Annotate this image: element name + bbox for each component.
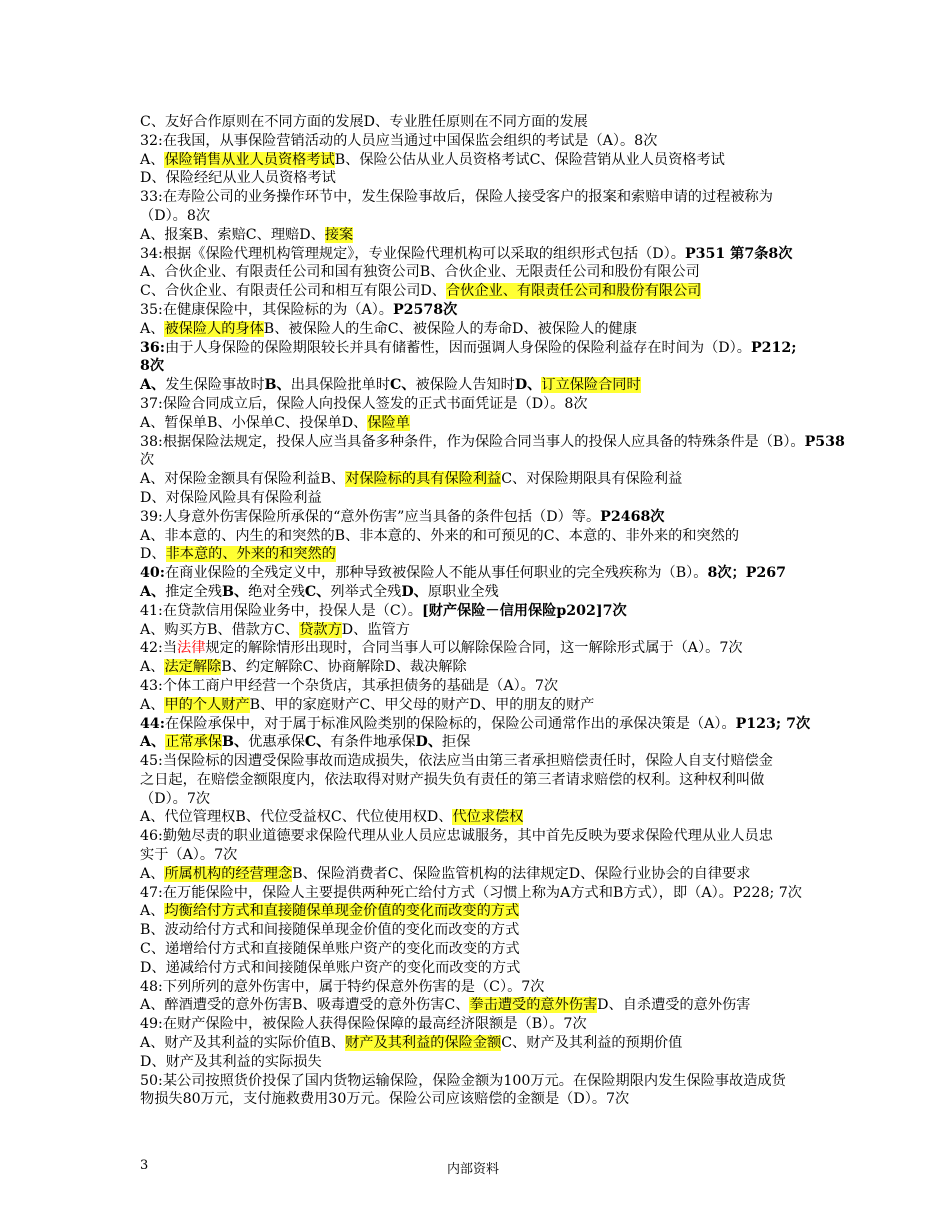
text-segment: 原职业全残 (427, 583, 499, 600)
text-line (140, 301, 880, 320)
text-segment: B、保险公估从业人员资格考试C、保险营销从业人员资格考试 (334, 151, 725, 168)
text-segment: P2578次 (392, 301, 458, 318)
text-segment: 实于（A）。7次 (140, 847, 238, 864)
text-segment: 次 (140, 452, 155, 469)
text-segment: B、被保险人的生命C、被保险人的寿命D、被保险人的健康 (263, 320, 637, 337)
text-line (140, 677, 880, 696)
text-segment: A、 (140, 903, 165, 920)
text-line (140, 207, 880, 226)
text-segment: C、 (304, 734, 331, 751)
text-segment: D、保险经纪从业人员资格考试 (140, 170, 336, 187)
text-segment: （D）。7次 (140, 790, 211, 807)
text-segment: P538 (804, 433, 845, 450)
text-segment: B、 (221, 583, 249, 600)
highlighted-answer: 拳击遭受的意外伤害 (469, 997, 598, 1014)
text-segment: A、 (140, 151, 165, 168)
text-line (140, 752, 880, 771)
text-line (140, 790, 880, 809)
text-segment: 绝对全残 (248, 583, 305, 600)
highlighted-answer: 法定解除 (164, 659, 222, 676)
highlighted-answer: 财产及其利益的保险金额 (345, 1035, 502, 1052)
text-segment: A、 (140, 659, 165, 676)
text-segment: P351 第7条8次 (684, 245, 793, 262)
text-segment: P212; (750, 339, 797, 356)
text-line (140, 1053, 880, 1072)
text-segment: P123; 7次 (735, 715, 811, 732)
text-segment: B、约定解除C、协商解除D、裁决解除 (221, 659, 467, 676)
text-segment: 45:当保险标的因遭受保险事故而造成损失，依法应当由第三者承担赔偿责任时，保险人自支付赔偿金 (140, 753, 773, 770)
text-line (140, 433, 880, 452)
highlighted-answer: 所属机构的经营理念 (164, 865, 293, 882)
text-line (140, 226, 880, 245)
text-segment: A、 (140, 320, 165, 337)
text-line (140, 132, 880, 151)
text-segment: 规定的解除情形出现时，合同当事人可以解除保险合同，这一解除形式属于（A）。7次 (205, 640, 743, 657)
text-segment: A、 (140, 377, 166, 394)
text-line (140, 564, 880, 583)
text-segment: 49:在财产保险中，被保险人获得保险保障的最高经济限额是（B）。7次 (140, 1016, 587, 1033)
text-line (140, 1072, 880, 1091)
text-segment: C、 (304, 583, 331, 600)
text-segment: 在商业保险的全残定义中，那种导致被保险人不能从事任何职业的完全残疾称为（B）。 (164, 565, 708, 582)
highlighted-answer: 保险销售从业人员资格考试 (164, 151, 335, 168)
page-number: 3 (140, 1158, 149, 1173)
text-line (140, 339, 880, 358)
text-segment: D、监管方 (341, 621, 410, 638)
highlighted-answer: 订立保险合同时 (541, 377, 641, 394)
text-line (140, 470, 880, 489)
text-line (140, 771, 880, 790)
text-segment: D、 (415, 734, 443, 751)
footer-label: 内部资料 (447, 1162, 500, 1177)
document-body (140, 113, 880, 1109)
text-segment: 优惠承保 (248, 734, 305, 751)
text-segment: D、对保险风险具有保险利益 (140, 489, 322, 506)
text-segment: 33:在寿险公司的业务操作环节中，发生保险事故后，保险人接受客户的报案和索赔申请的过程被称为 (140, 189, 773, 206)
text-segment: 法律 (177, 640, 206, 657)
text-line (140, 602, 880, 621)
text-segment: C、财产及其利益的预期价值 (501, 1035, 683, 1052)
text-line (140, 1090, 880, 1109)
text-segment: 在保险承保中，对于属于标准风险类别的保险标的，保险公司通常作出的承保决策是（A）。 (164, 715, 736, 732)
text-segment: D、 (514, 377, 542, 394)
text-segment: （D）。8次 (140, 207, 211, 224)
text-segment: B、保险消费者C、保险监管机构的法律规定D、保险行业协会的自律要求 (292, 865, 751, 882)
text-line (140, 846, 880, 865)
text-segment: 44: (140, 715, 165, 732)
text-segment: 推定全残 (165, 583, 222, 600)
text-segment: A、 (140, 734, 166, 751)
text-line (140, 489, 880, 508)
highlighted-answer: 接案 (324, 226, 354, 243)
highlighted-answer: 合伙企业、有限责任公司和股份有限公司 (445, 283, 702, 300)
highlighted-answer: 正常承保 (165, 734, 222, 751)
text-segment: 36: (140, 339, 165, 356)
text-segment: P2468次 (600, 508, 665, 525)
text-segment: A、醉酒遭受的意外伤害B、吸毒遭受的意外伤害C、 (140, 997, 470, 1014)
highlighted-answer: 贷款方 (299, 621, 342, 638)
text-segment: 50:某公司按照货价投保了国内货物运输保险，保险金额为100万元。在保险期限内发生保险事故造成货 (140, 1072, 786, 1089)
text-line (140, 451, 880, 470)
text-segment: 有条件地承保 (330, 734, 416, 751)
text-segment: 48:下列所列的意外伤害中，属于特约保意外伤害的是（C）。7次 (140, 978, 545, 995)
text-segment: 34:根据《保险代理机构管理规定》，专业保险代理机构可以采取的组织形式包括（D）。 (140, 245, 685, 262)
highlighted-answer: 代位求偿权 (452, 809, 524, 826)
text-line (140, 696, 880, 715)
text-segment: 拒保 (442, 734, 471, 751)
text-segment: D、 (401, 583, 428, 600)
text-segment: 物损失80万元，支付施救费用30万元。保险公司应该赔偿的金额是（D）。7次 (140, 1091, 630, 1108)
text-segment: 38:根据保险法规定，投保人应当具备多种条件，作为保险合同当事人的投保人应具备的特殊条件是（B）。 (140, 433, 805, 450)
text-line (140, 827, 880, 846)
text-segment: A、代位管理权B、代位受益权C、代位使用权D、 (140, 809, 453, 826)
text-line (140, 169, 880, 188)
highlighted-answer: 对保险标的具有保险利益 (345, 471, 502, 488)
text-segment: A、 (140, 696, 165, 713)
text-line (140, 959, 880, 978)
text-line (140, 376, 880, 395)
text-segment: 35:在健康保险中，其保险标的为（A）。 (140, 301, 393, 318)
text-line (140, 188, 880, 207)
text-line (140, 113, 880, 132)
text-line (140, 282, 880, 301)
text-line (140, 921, 880, 940)
text-segment: C、友好合作原则在不同方面的发展D、专业胜任原则在不同方面的发展 (140, 114, 588, 130)
text-line (140, 639, 880, 658)
text-line (140, 395, 880, 414)
text-line (140, 508, 880, 527)
text-segment: 之日起，在赔偿金额限度内，依法取得对财产损失负有责任的第三者请求赔偿的权利。这种权利叫做 (140, 771, 765, 788)
text-segment: C、 (390, 377, 416, 394)
text-segment: B、甲的家庭财产C、甲父母的财产D、甲的朋友的财产 (249, 696, 595, 713)
text-line (140, 527, 880, 546)
text-segment: 被保险人告知时 (415, 377, 515, 394)
highlighted-answer: 均衡给付方式和直接随保单现金价值的变化而改变的方式 (164, 903, 520, 920)
text-segment: A、财产及其利益的实际价值B、 (140, 1035, 346, 1052)
text-segment: 列举式全残 (330, 583, 402, 600)
text-segment: A、 (140, 865, 165, 882)
text-segment: D、递减给付方式和间接随保单账户资产的变化而改变的方式 (140, 959, 521, 976)
text-segment: D、自杀遭受的意外伤害 (597, 997, 751, 1014)
text-line (140, 320, 880, 339)
text-line (140, 996, 880, 1015)
text-segment: 43:个体工商户甲经营一个杂货店，其承担债务的基础是（A）。7次 (140, 677, 559, 694)
text-line (140, 902, 880, 921)
text-segment: 41:在贷款信用保险业务中，投保人是（C）。 (140, 602, 422, 619)
highlighted-answer: 非本意的、外来的和突然的 (165, 546, 336, 563)
text-line (140, 940, 880, 959)
text-segment: 32:在我国，从事保险营销活动的人员应当通过中国保监会组织的考试是（A）。8次 (140, 132, 658, 149)
text-line (140, 583, 880, 602)
text-line (140, 245, 880, 264)
text-segment: D、 (140, 546, 166, 563)
text-line (140, 1034, 880, 1053)
text-segment: B、波动给付方式和间接随保单现金价值的变化而改变的方式 (140, 922, 520, 939)
text-segment: C、递增给付方式和直接随保单账户资产的变化而改变的方式 (140, 941, 520, 958)
text-segment: 40: (140, 565, 165, 582)
text-line (140, 808, 880, 827)
text-segment: [财产保险－信用保险p202]7次 (421, 602, 627, 619)
text-segment: A、购买方B、借款方C、 (140, 621, 300, 638)
text-segment: 39:人身意外伤害保险所承保的“意外伤害”应当具备的条件包括（D）等。 (140, 508, 601, 525)
text-line (140, 715, 880, 734)
text-line (140, 658, 880, 677)
text-segment: A、非本意的、内生的和突然的B、非本意的、外来的和可预见的C、本意的、非外来的和突然的 (140, 527, 740, 544)
text-segment: 46:勤勉尽责的职业道德要求保险代理从业人员应忠诚服务，其中首先反映为要求保险代理从业人员忠 (140, 828, 773, 845)
text-line (140, 884, 880, 903)
text-line (140, 545, 880, 564)
text-segment: A、 (140, 583, 166, 600)
text-segment: C、合伙企业、有限责任公司和相互有限公司D、 (140, 283, 446, 300)
text-line (140, 151, 880, 170)
text-segment: A、报案B、索赔C、理赔D、 (140, 226, 325, 243)
text-line (140, 733, 880, 752)
text-segment: D、财产及其利益的实际损失 (140, 1053, 322, 1070)
text-segment: 47:在万能保险中，保险人主要提供两种死亡给付方式（习惯上称为A方式和B方式），即（A）。P228; 7次 (140, 884, 802, 901)
text-line (140, 414, 880, 433)
text-segment: 42:当 (140, 640, 178, 657)
text-line (140, 357, 880, 376)
text-segment: A、合伙企业、有限责任公司和国有独资公司B、合伙企业、无限责任公司和股份有限公司 (140, 264, 700, 281)
text-segment: B、 (221, 734, 249, 751)
text-segment: 出具保险批单时 (290, 377, 391, 394)
highlighted-answer: 被保险人的身体 (164, 320, 264, 337)
text-segment: B、 (264, 377, 291, 394)
highlighted-answer: 甲的个人财产 (164, 696, 250, 713)
text-segment: 发生保险事故时 (165, 377, 265, 394)
text-line (140, 1015, 880, 1034)
text-segment: C、对保险期限具有保险利益 (501, 471, 683, 488)
text-segment: 8次；P267 (707, 565, 786, 582)
text-segment: A、对保险金额具有保险利益B、 (140, 471, 346, 488)
text-segment: 37:保险合同成立后，保险人向投保人签发的正式书面凭证是（D）。8次 (140, 395, 588, 412)
text-line (140, 621, 880, 640)
text-line (140, 978, 880, 997)
text-line (140, 263, 880, 282)
text-segment: 8次 (140, 358, 165, 375)
text-segment: 由于人身保险的保险期限较长并具有储蓄性，因而强调人身保险的保险利益存在时间为（D）。 (164, 339, 751, 356)
highlighted-answer: 保险单 (367, 414, 410, 431)
text-segment: A、暂保单B、小保单C、投保单D、 (140, 414, 368, 431)
text-line (140, 865, 880, 884)
